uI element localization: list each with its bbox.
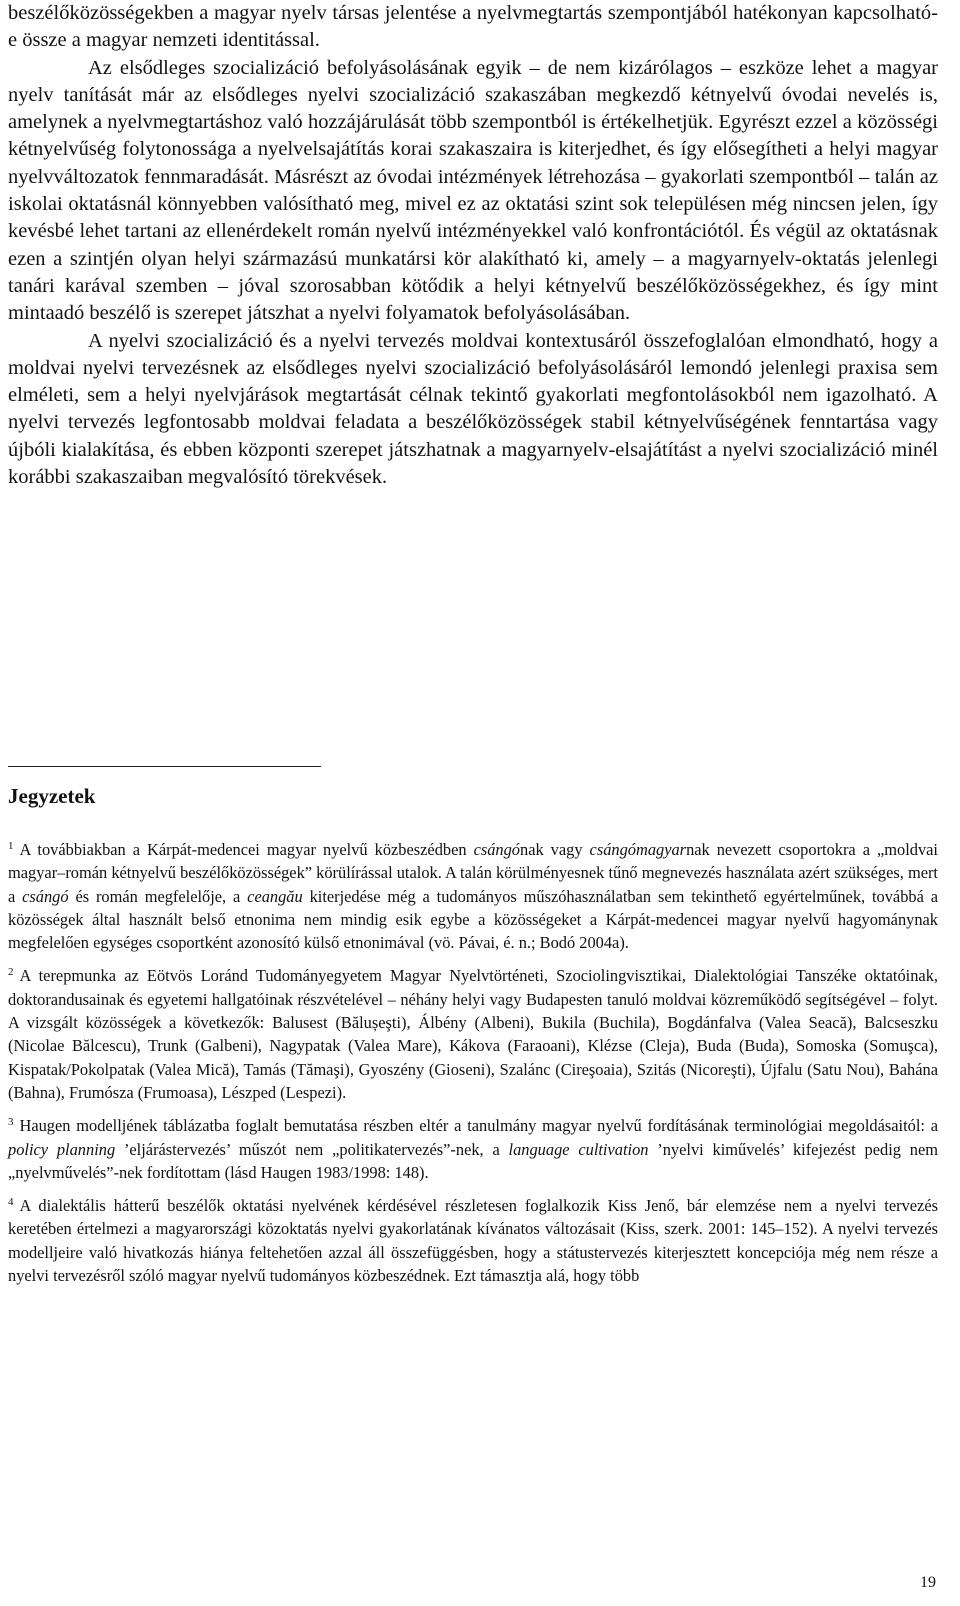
document-page [8, 0, 938, 491]
footnote-number: 3 [8, 1115, 14, 1128]
paragraph-1: beszélőközösségekben a magyar nyelv társas jelentése a nyelvmegtartás szempontjából hatékonyan kapcsolható-e össze a magyar nemzeti identitással. [8, 2, 938, 52]
main-text [8, 0, 938, 491]
page-number: 19 [920, 1574, 936, 1591]
footnote-3: $^3$ Haugen modelljének táblázatba foglalt bemutatása részben eltér a tanulmány magyar nyelvű fordításának terminológiai megoldásaitól: a policy planning ’eljárástervezés’ műszót nem „politikatervezés”-nek, a language cultivation ’nyelvi kiművelés’ kifejezést pedig nem „nyelvművelés”-nek fordítottam (lásd Haugen 1983/1998: 148). [8, 1115, 938, 1182]
footnote-separator-rule [8, 766, 321, 767]
footnote-number: 4 [8, 1195, 14, 1208]
footnote-4: $^4$ A dialektális hátterű beszélők oktatási nyelvének kérdésével részletesen foglalkozik Kiss Jenő, bár elemzése nem a nyelvi tervezés keretében értelmezi a magyarországi közoktatás nyelvi gyakorlatának kívánatos változásait (Kiss, szerk. 2001: 145–152). A nyelvi tervezés modelljeire való hivatkozás hiánya feltehetően azzal áll összefüggésben, hogy a státustervezés kiterjesztett koncepciója még nem része a nyelvi tervezésről szóló magyar nyelvű tudományos közbeszédnek. Ezt támasztja alá, hogy több [8, 1195, 938, 1286]
paragraph-2: Az elsődleges szocializáció befolyásolásának egyik – de nem kizárólagos – eszköze lehet a magyar nyelv tanítását már az elsődleges nyelvi szocializáció szakaszában megkezdő kétnyelvű óvodai nevelés is, amelynek a nyelvmegtartáshoz való hozzájárulását több szempontból is értékelhetjük. Egyrészt ezzel a közösségi kétnyelvűség folytonossága a nyelvelsajátítás korai szakaszaira is kiterjedhet, és így elősegítheti a helyi magyar nyelvváltozatok fennmaradását. Másrészt az óvodai intézmények létrehozása – gyakorlati szempontból – talán az iskolai oktatásnál könnyebben valósítható meg, mivel ez az oktatási szint sok településen még nincsen jelen, így kevésbé lehet tartani az ellenérdekelt román nyelvű intézményekkel való konfrontációtól. És végül az oktatásnak ezen a szintjén olyan helyi származású munkatársi kör alakítható ki, amely – a magyarnyelv-oktatás jelenlegi tanári karával szemben – jóval szorosabban kötődik a helyi kétnyelvű beszélőközösségekhez, és így mint mintaadó beszélő is szerepet játszhat a nyelvi folyamatok befolyásolásában. [8, 56, 938, 325]
footnotes [8, 838, 938, 1297]
footnote-number: 2 [8, 966, 14, 979]
footnote-number: 1 [8, 839, 14, 852]
footnote-2: $^2$ A terepmunka az Eötvös Loránd Tudományegyetem Magyar Nyelvtörténeti, Szociolingvisztikai, Dialektológiai Tanszéke oktatóinak, doktorandusainak és egyetemi hallgatóinak részvételével – néhány helyi vagy Budapesten tanuló moldvai közreműködő segítségével – folyt. A vizsgált közösségek a következők: Balusest (Bălușeşti), Álbény (Albeni), Bukila (Buchila), Bogdánfalva (Valea Seacă), Balcseszku (Nicolae Bălcescu), Trunk (Galbeni), Nagypatak (Valea Mare), Kákova (Faraoani), Klézse (Cleja), Buda (Buda), Somoska (Somuşca), Kispatak/Pokolpatak (Valea Mică), Tamás (Tămaşi), Gyoszény (Gioseni), Szalánc (Cireşoaia), Szitás (Nicoreşti), Újfalu (Satu Nou), Bahána (Bahna), Frumósza (Frumoasa), Lészped (Lespezi). [8, 966, 938, 1102]
footnote-1: $^1$ A továbbiakban a Kárpát-medencei magyar nyelvű közbeszédben csángónak vagy csángómagyarnak nevezett csoportokra a „moldvai magyar–román kétnyelvű beszélőközösségek” körülírással utalok. A talán körülményesnek tűnő megnevezés használata azért szükséges, mert a csángó és román megfelelője, a ceangău kiterjedése még a tudományos műszóhasználatban sem tekinthető egyértelműnek, továbbá a közösségek által használt belső etnonima nem mindig esik egybe a közösségeket a Kárpát-medencei magyar nyelvű hagyománynak megfelelően egységes csoportként azonosító külső etnonimával (vö. Pávai, é. n.; Bodó 2004a). [8, 839, 939, 953]
paragraph-3: A nyelvi szocializáció és a nyelvi tervezés moldvai kontextusáról összefoglalóan elmondható, hogy a moldvai nyelvi tervezésnek az elsődleges nyelvi szocializáció befolyásolásáról lemondó jelenlegi praxisa sem elméleti, sem a helyi nyelvjárások megtartását célnak tekintő gyakorlati megfontolásokból nem igazolható. A nyelvi tervezés legfontosabb moldvai feladata a beszélőközösségek stabil kétnyelvűségének fenntartása vagy újbóli kialakítása, és ebben központi szerepet játszhatnak a magyarnyelv-elsajátítást a nyelvi szocializáció minél korábbi szakaszaiban megvalósító törekvések. [8, 329, 938, 489]
notes-heading: Jegyzetek [8, 784, 96, 808]
